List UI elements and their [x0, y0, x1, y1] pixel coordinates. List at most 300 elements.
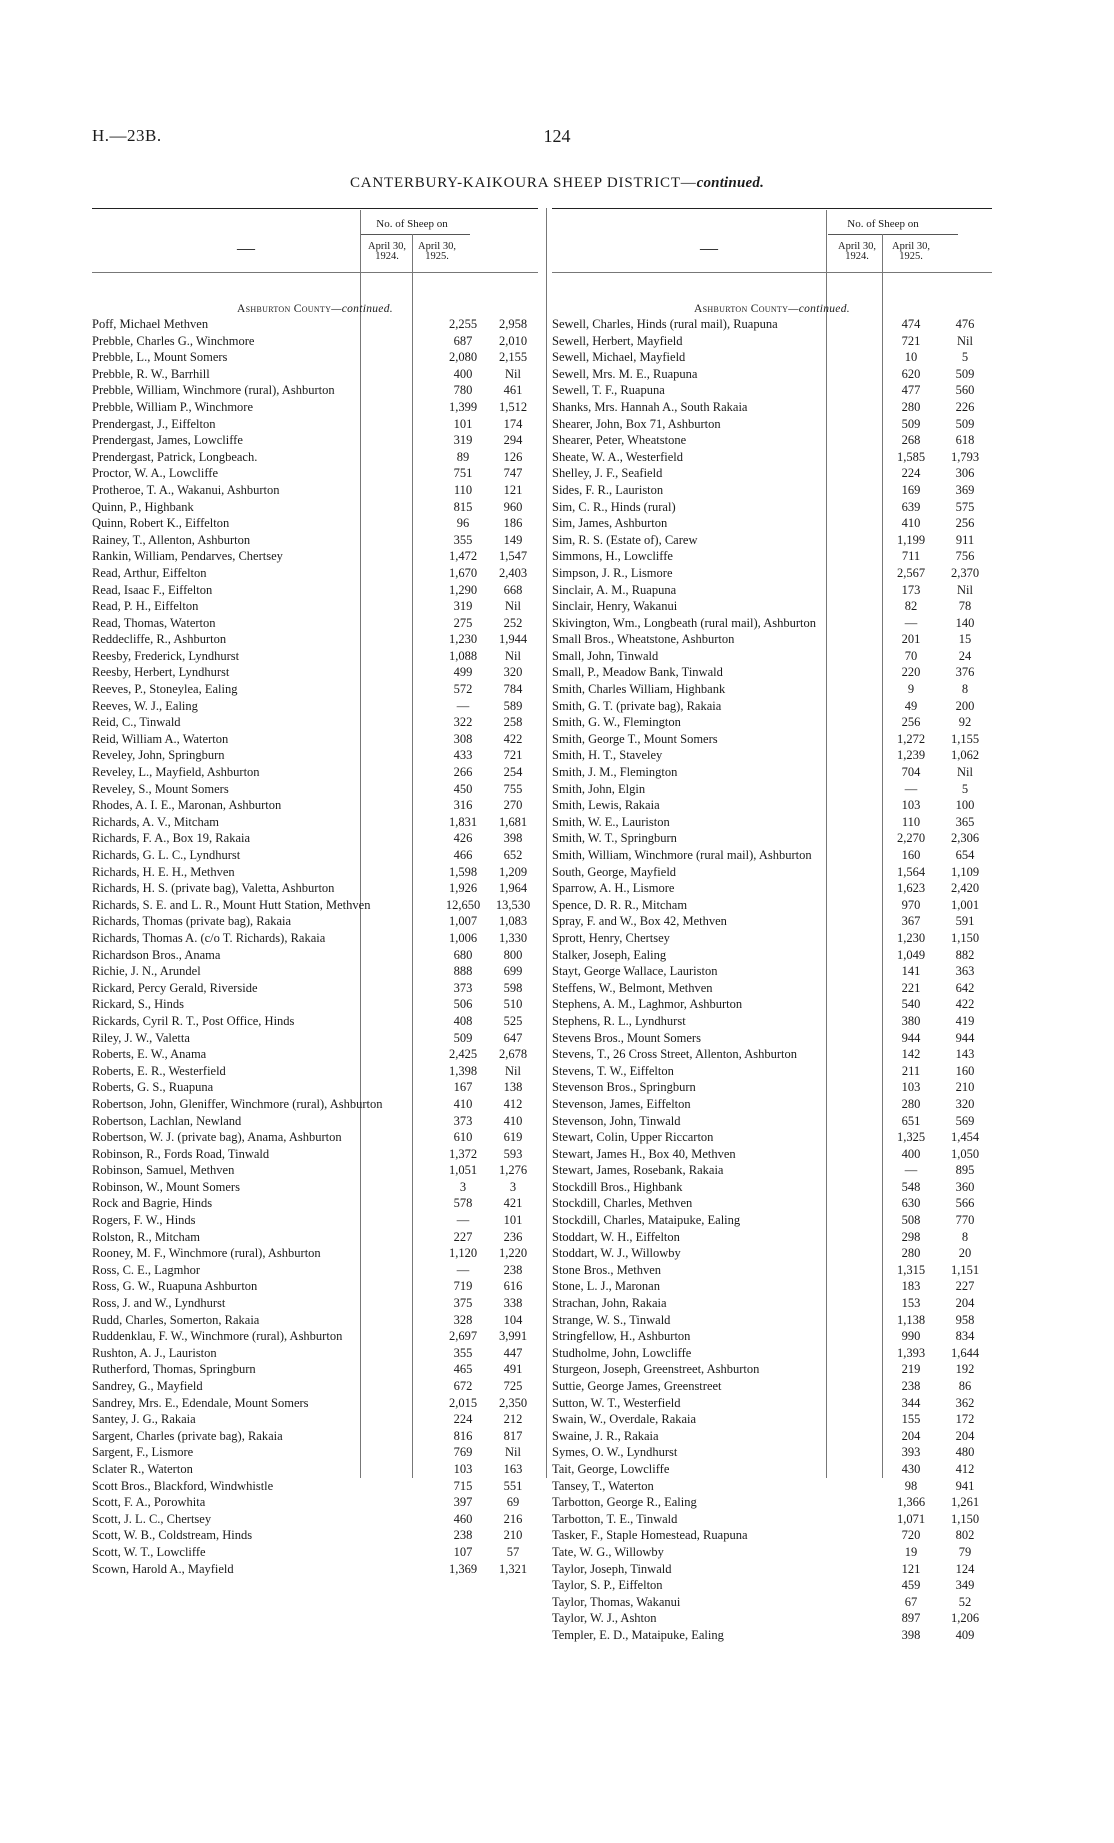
owner-name: Smith, G. W., Flemington — [552, 715, 681, 730]
owner-name: Stockdill Bros., Highbank — [552, 1179, 683, 1194]
table-row — [552, 913, 992, 930]
sheep-1924: 70 — [904, 648, 918, 663]
owner-name: Read, P. H., Eiffelton — [92, 599, 199, 614]
sheep-1925: 941 — [955, 1478, 975, 1493]
table-row — [552, 1212, 992, 1229]
table-row — [552, 1494, 992, 1511]
owner-name: Sandrey, Mrs. E., Edendale, Mount Somers — [92, 1395, 309, 1410]
sheep-1925: 2,678 — [498, 1047, 528, 1062]
sheep-1924: 220 — [901, 665, 921, 680]
table-row — [552, 781, 992, 798]
sheep-1924: 121 — [901, 1561, 921, 1576]
owner-name: Protheroe, T. A., Wakanui, Ashburton — [92, 482, 280, 497]
sheep-1925: 349 — [955, 1578, 975, 1593]
table-row — [552, 1146, 992, 1163]
sheep-1924: — — [904, 781, 918, 796]
table-row — [552, 1577, 992, 1594]
owner-name: Rainey, T., Allenton, Ashburton — [92, 532, 251, 547]
owner-name: Taylor, W. J., Ashton — [552, 1611, 657, 1626]
sheep-1925: Nil — [505, 599, 521, 614]
table-row — [92, 532, 538, 549]
sheep-1925: 575 — [955, 499, 975, 514]
owner-name: Sewell, Charles, Hinds (rural mail), Ruapuna — [552, 317, 778, 331]
sheep-1924: 1,006 — [448, 930, 478, 945]
table-row — [92, 499, 538, 516]
sheep-1924: 280 — [901, 399, 921, 414]
table-row — [92, 947, 538, 964]
owner-name: Sim, James, Ashburton — [552, 516, 668, 531]
sheep-1924: 1,398 — [448, 1063, 478, 1078]
owner-name: Taylor, Joseph, Tinwald — [552, 1561, 672, 1576]
owner-name: Sandrey, G., Mayfield — [92, 1379, 203, 1393]
document-code: H.—23B. — [92, 126, 162, 145]
owner-name: Simpson, J. R., Lismore — [552, 565, 673, 580]
sheep-1924: 2,697 — [448, 1329, 478, 1344]
sheep-1925: 1,083 — [498, 914, 528, 929]
column-header-1925: April 30, 1925. — [892, 241, 930, 262]
sheep-1925: 2,403 — [498, 565, 528, 580]
table-row — [552, 333, 992, 350]
table-row — [552, 399, 992, 416]
sheep-1925: 5 — [961, 781, 969, 796]
sheep-1925: 1,512 — [498, 399, 528, 414]
sheep-1924: 704 — [901, 765, 921, 780]
sheep-1925: 480 — [955, 1445, 975, 1460]
sheep-1925: 204 — [955, 1296, 975, 1311]
table-row — [92, 1229, 538, 1246]
table-row — [92, 432, 538, 449]
table-row — [552, 847, 992, 864]
table-row — [92, 1030, 538, 1047]
table-row — [92, 416, 538, 433]
sheep-1924: 155 — [901, 1412, 921, 1427]
column-header-1924: April 30, 1924. — [838, 241, 876, 262]
sheep-1925: 652 — [503, 848, 523, 862]
sheep-1925: 306 — [955, 466, 975, 481]
sheep-1924: 509 — [901, 416, 921, 431]
sheep-1924: 98 — [904, 1478, 918, 1493]
owner-name: Small, P., Meadow Bank, Tinwald — [552, 665, 723, 680]
table-row — [92, 1511, 538, 1528]
sheep-1925: 1,454 — [950, 1130, 980, 1145]
owner-name: Sargent, F., Lismore — [92, 1445, 194, 1460]
sheep-1924: 201 — [901, 632, 921, 647]
sheep-1925: 647 — [503, 1030, 523, 1045]
sheep-1925: 566 — [955, 1196, 975, 1211]
sheep-1924: 2,425 — [448, 1047, 478, 1062]
owner-name: Ross, G. W., Ruapuna Ashburton — [92, 1279, 258, 1294]
owner-name: Sprott, Henry, Chertsey — [552, 930, 670, 945]
table-row — [92, 1245, 538, 1262]
table-row — [92, 1478, 538, 1495]
sheep-1925: 725 — [503, 1379, 523, 1393]
table-row — [92, 1428, 538, 1445]
table-row — [92, 930, 538, 947]
sheep-1925: Nil — [505, 648, 521, 663]
owner-name: Stockdill, Charles, Methven — [552, 1196, 693, 1211]
sheep-1924: 410 — [901, 516, 921, 531]
sheep-1924: 721 — [901, 333, 921, 348]
sheep-1925: 2,350 — [498, 1395, 528, 1410]
owner-name: Reveley, L., Mayfield, Ashburton — [92, 765, 260, 780]
table-row — [92, 830, 538, 847]
sheep-1924: — — [904, 1163, 918, 1178]
sheep-1924: 67 — [904, 1594, 918, 1609]
owner-name: Stewart, Colin, Upper Riccarton — [552, 1130, 714, 1145]
sheep-1925: 362 — [955, 1395, 975, 1410]
table-row — [552, 1013, 992, 1030]
owner-name: Richards, H. E. H., Methven — [92, 864, 235, 879]
owner-name: Scott, J. L. C., Chertsey — [92, 1511, 212, 1526]
sheep-1924: 888 — [453, 964, 473, 979]
owner-name: Strachan, John, Rakaia — [552, 1296, 667, 1311]
sheep-1924: 1,393 — [896, 1345, 926, 1360]
sheep-1925: 911 — [955, 532, 975, 547]
sheep-1924: 1,670 — [448, 565, 478, 580]
table-row — [552, 316, 992, 333]
owner-name: South, George, Mayfield — [552, 864, 677, 879]
sheep-1924: 96 — [456, 516, 470, 531]
owner-name: Swaine, J. R., Rakaia — [552, 1428, 659, 1443]
sheep-1924: 322 — [453, 715, 473, 730]
table-row — [92, 1461, 538, 1478]
sheep-1925: 1,109 — [950, 864, 980, 879]
sheep-1925: 1,151 — [950, 1262, 980, 1277]
owner-name: Richie, J. N., Arundel — [92, 964, 201, 979]
sheep-1924: 12,650 — [445, 897, 481, 912]
sheep-1925: 598 — [503, 980, 523, 995]
sheep-1924: 375 — [453, 1296, 473, 1311]
table-row — [552, 1610, 992, 1627]
owner-name: Reeves, W. J., Ealing — [92, 698, 198, 713]
sheep-1925: 1,944 — [498, 632, 528, 647]
owner-name: Sewell, Herbert, Mayfield — [552, 333, 683, 348]
sheep-1924: 1,399 — [448, 399, 478, 414]
owner-name: Sim, R. S. (Estate of), Carew — [552, 532, 698, 547]
table-row — [92, 847, 538, 864]
sheep-1925: 491 — [503, 1362, 523, 1377]
owner-name: Spence, D. R. R., Mitcham — [552, 897, 688, 912]
table-row — [92, 1013, 538, 1030]
sheep-1925: 172 — [955, 1412, 975, 1427]
sheep-1925: 802 — [955, 1528, 975, 1543]
owner-name: Sewell, T. F., Ruapuna — [552, 383, 665, 398]
sheep-1925: 422 — [503, 731, 523, 746]
table-row — [552, 1278, 992, 1295]
sheep-1925: 226 — [955, 399, 975, 414]
sheep-1924: 373 — [453, 1113, 473, 1128]
table-row — [92, 814, 538, 831]
table-row — [552, 1328, 992, 1345]
owner-name: Rolston, R., Mitcham — [92, 1229, 200, 1244]
sheep-1925: 569 — [955, 1113, 975, 1128]
sheep-1924: 167 — [453, 1080, 473, 1095]
table-row — [92, 1063, 538, 1080]
owner-name: Roberts, G. S., Ruapuna — [92, 1080, 214, 1095]
owner-name: Reesby, Herbert, Lyndhurst — [92, 665, 230, 680]
sheep-1925: 124 — [955, 1561, 975, 1576]
table-row — [552, 1229, 992, 1246]
sheep-1925: 1,261 — [950, 1495, 980, 1510]
owner-name: Shelley, J. F., Seafield — [552, 466, 663, 481]
sheep-1925: Nil — [505, 1063, 521, 1078]
name-column-header: — — [700, 238, 718, 258]
owner-name: Sheate, W. A., Westerfield — [552, 449, 684, 464]
sheep-1924: 211 — [901, 1063, 921, 1078]
sheep-count-group-header: No. of Sheep on — [376, 218, 448, 230]
sheep-1924: 153 — [901, 1296, 921, 1311]
sheep-1925: 642 — [955, 980, 975, 995]
entries-right — [552, 302, 992, 1644]
table-row — [92, 880, 538, 897]
table-row — [552, 1461, 992, 1478]
table-row — [552, 1096, 992, 1113]
sheep-1925: 398 — [503, 831, 523, 846]
sheep-1925: 618 — [955, 433, 975, 448]
owner-name: Rankin, William, Pendarves, Chertsey — [92, 549, 283, 564]
table-row — [92, 1527, 538, 1544]
sheep-1924: 540 — [901, 997, 921, 1012]
sheep-1925: 140 — [955, 615, 975, 630]
owner-name: Sinclair, Henry, Wakanui — [552, 599, 678, 614]
sheep-1925: 770 — [955, 1213, 975, 1228]
owner-name: Reveley, John, Springburn — [92, 748, 225, 763]
sheep-1924: 227 — [453, 1229, 473, 1244]
table-row — [92, 1162, 538, 1179]
owner-name: Smith, H. T., Staveley — [552, 748, 663, 763]
table-row — [92, 1079, 538, 1096]
sheep-1925: 2,370 — [950, 565, 980, 580]
sheep-1925: Nil — [957, 582, 973, 597]
owner-name: Sutton, W. T., Westerfield — [552, 1395, 681, 1410]
owner-name: Suttie, George James, Greenstreet — [552, 1379, 722, 1393]
sheep-1924: 256 — [901, 715, 921, 730]
owner-name: Roberts, E. W., Anama — [92, 1047, 207, 1062]
sheep-1925: 476 — [955, 317, 975, 331]
owner-name: Ross, C. E., Lagmhor — [92, 1262, 200, 1277]
owner-name: Robinson, Samuel, Methven — [92, 1163, 235, 1178]
table-row — [552, 449, 992, 466]
sheep-1925: 86 — [958, 1379, 972, 1393]
table-row — [552, 880, 992, 897]
table-row — [92, 366, 538, 383]
owner-name: Sewell, Mrs. M. E., Ruapuna — [552, 366, 698, 381]
table-row — [92, 1212, 538, 1229]
sheep-1924: 450 — [453, 781, 473, 796]
owner-name: Stewart, James H., Box 40, Methven — [552, 1146, 736, 1161]
table-row — [92, 1345, 538, 1362]
owner-name: Strange, W. S., Tinwald — [552, 1312, 671, 1327]
table-row — [552, 598, 992, 615]
owner-name: Stockdill, Charles, Mataipuke, Ealing — [552, 1213, 741, 1228]
owner-name: Richards, Thomas (private bag), Rakaia — [92, 914, 292, 929]
table-row — [92, 465, 538, 482]
table-row — [552, 1046, 992, 1063]
sheep-1924: 816 — [453, 1428, 473, 1443]
owner-name: Richards, H. S. (private bag), Valetta, Ashburton — [92, 881, 335, 896]
owner-name: Smith, W. T., Springburn — [552, 831, 677, 846]
sheep-1924: 49 — [904, 698, 918, 713]
sheep-1925: 1,964 — [498, 881, 528, 896]
owner-name: Robinson, W., Mount Somers — [92, 1179, 240, 1194]
owner-name: Stone Bros., Methven — [552, 1262, 662, 1277]
sheep-1924: 103 — [901, 798, 921, 813]
sheep-1924: 238 — [901, 1379, 921, 1393]
page-number: 124 — [543, 126, 571, 146]
table-row — [552, 648, 992, 665]
sheep-1924: — — [456, 698, 470, 713]
sheep-1925: 1,150 — [950, 930, 980, 945]
owner-name: Riley, J. W., Valetta — [92, 1030, 190, 1045]
owner-name: Stephens, R. L., Lyndhurst — [552, 1013, 686, 1028]
sheep-1924: 82 — [904, 599, 918, 614]
table-row — [92, 731, 538, 748]
sheep-1925: 1,321 — [498, 1561, 528, 1576]
table-row — [92, 1278, 538, 1295]
table-row — [552, 1079, 992, 1096]
sheep-count-group-header: No. of Sheep on — [847, 218, 919, 230]
sheep-1925: 192 — [955, 1362, 975, 1377]
sheep-1924: 426 — [453, 831, 473, 846]
owner-name: Swain, W., Overdale, Rakaia — [552, 1412, 697, 1427]
sheep-1924: — — [456, 1213, 470, 1228]
owner-name: Sclater R., Waterton — [92, 1461, 193, 1476]
sheep-1925: 227 — [955, 1279, 975, 1294]
sheep-1924: 711 — [901, 549, 921, 564]
owner-name: Robinson, R., Fords Road, Tinwald — [92, 1146, 270, 1161]
table-row — [552, 930, 992, 947]
owner-name: Prebble, William P., Winchmore — [92, 399, 254, 414]
table-row — [92, 1129, 538, 1146]
owner-name: Smith, Charles William, Highbank — [552, 682, 726, 697]
owner-name: Read, Isaac F., Eiffelton — [92, 582, 213, 597]
sheep-1924: 1,272 — [896, 731, 926, 746]
sheep-1925: 376 — [955, 665, 975, 680]
table-row — [552, 747, 992, 764]
owner-name: Robertson, W. J. (private bag), Anama, Ashburton — [92, 1130, 342, 1145]
sheep-1925: 163 — [503, 1461, 523, 1476]
sheep-1924: 103 — [901, 1080, 921, 1095]
table-row — [552, 565, 992, 582]
sheep-1924: 1,088 — [448, 648, 478, 663]
table-row — [552, 631, 992, 648]
table-row — [92, 333, 538, 350]
table-row — [552, 1312, 992, 1329]
table-row — [552, 1544, 992, 1561]
table-row — [92, 449, 538, 466]
table-row — [552, 515, 992, 532]
owner-name: Sparrow, A. H., Lismore — [552, 881, 675, 896]
sheep-1924: 160 — [901, 848, 921, 862]
table-row — [92, 598, 538, 615]
table-row — [92, 1378, 538, 1395]
table-row — [552, 797, 992, 814]
sheep-1924: 680 — [453, 947, 473, 962]
sheep-1924: 89 — [456, 449, 470, 464]
sheep-1924: 578 — [453, 1196, 473, 1211]
table-row — [552, 947, 992, 964]
owner-name: Rickards, Cyril R. T., Post Office, Hinds — [92, 1013, 295, 1028]
owner-name: Sewell, Michael, Mayfield — [552, 350, 686, 365]
sheep-1924: — — [904, 615, 918, 630]
table-row — [92, 963, 538, 980]
sheep-1924: 1,598 — [448, 864, 478, 879]
sheep-1924: 10 — [904, 350, 918, 365]
table-row — [552, 366, 992, 383]
table-row — [92, 1312, 538, 1329]
sheep-1924: 1,199 — [896, 532, 926, 547]
owner-name: Stephens, A. M., Laghmor, Ashburton — [552, 997, 743, 1012]
sheep-1924: 433 — [453, 748, 473, 763]
table-row — [92, 1444, 538, 1461]
sheep-1925: 320 — [955, 1096, 975, 1111]
sheep-1924: 720 — [901, 1528, 921, 1543]
name-column-header: — — [237, 238, 255, 258]
sheep-1925: 412 — [955, 1461, 975, 1476]
sheep-1925: 210 — [503, 1528, 523, 1543]
sheep-1925: 20 — [958, 1246, 972, 1261]
sheep-1925: 2,958 — [498, 317, 528, 331]
owner-name: Smith, J. M., Flemington — [552, 765, 678, 780]
sheep-1925: 1,330 — [498, 930, 528, 945]
sheep-1924: 687 — [453, 333, 473, 348]
sheep-1924: 477 — [901, 383, 921, 398]
sheep-1925: 509 — [955, 416, 975, 431]
table-row — [92, 664, 538, 681]
owner-name: Stevenson, John, Tinwald — [552, 1113, 681, 1128]
sheep-1924: 268 — [901, 433, 921, 448]
table-row — [552, 1395, 992, 1412]
sheep-1924: 508 — [901, 1213, 921, 1228]
owner-name: Spray, F. and W., Box 42, Methven — [552, 914, 727, 929]
sheep-1925: 121 — [503, 482, 523, 497]
owner-name: Taylor, Thomas, Wakanui — [552, 1594, 681, 1609]
sheep-1924: 308 — [453, 731, 473, 746]
sheep-1925: 174 — [503, 416, 523, 431]
owner-name: Richards, Thomas A. (c/o T. Richards), Rakaia — [92, 930, 326, 945]
sheep-1925: 138 — [503, 1080, 523, 1095]
sheep-1924: 238 — [453, 1528, 473, 1543]
owner-name: Scown, Harold A., Mayfield — [92, 1561, 234, 1576]
sheep-1924: 3 — [459, 1179, 467, 1194]
sheep-1924: 19 — [904, 1544, 918, 1559]
owner-name: Tarbotton, George R., Ealing — [552, 1495, 697, 1510]
sheep-1924: 672 — [453, 1379, 473, 1393]
sheep-1925: 958 — [955, 1312, 975, 1327]
sheep-1924: 319 — [453, 599, 473, 614]
owner-name: Read, Arthur, Eiffelton — [92, 565, 207, 580]
sheep-1924: 1,239 — [896, 748, 926, 763]
table-row — [92, 1179, 538, 1196]
sheep-1924: 319 — [453, 433, 473, 448]
table-row — [552, 681, 992, 698]
sheep-1925: Nil — [957, 333, 973, 348]
sheep-1925: 1,062 — [950, 748, 980, 763]
owner-name: Smith, George T., Mount Somers — [552, 731, 718, 746]
sheep-1924: 780 — [453, 383, 473, 398]
sheep-1924: 1,230 — [896, 930, 926, 945]
sheep-1925: 79 — [958, 1544, 972, 1559]
owner-name: Small Bros., Wheatstone, Ashburton — [552, 632, 735, 647]
sheep-1924: 373 — [453, 980, 473, 995]
table-row — [552, 349, 992, 366]
owner-name: Tait, George, Lowcliffe — [552, 1461, 670, 1476]
sheep-1925: 15 — [958, 632, 972, 647]
sheep-1924: — — [456, 1262, 470, 1277]
owner-name: Small, John, Tinwald — [552, 648, 659, 663]
owner-name: Prebble, Charles G., Winchmore — [92, 333, 255, 348]
sheep-1925: 186 — [503, 516, 523, 531]
